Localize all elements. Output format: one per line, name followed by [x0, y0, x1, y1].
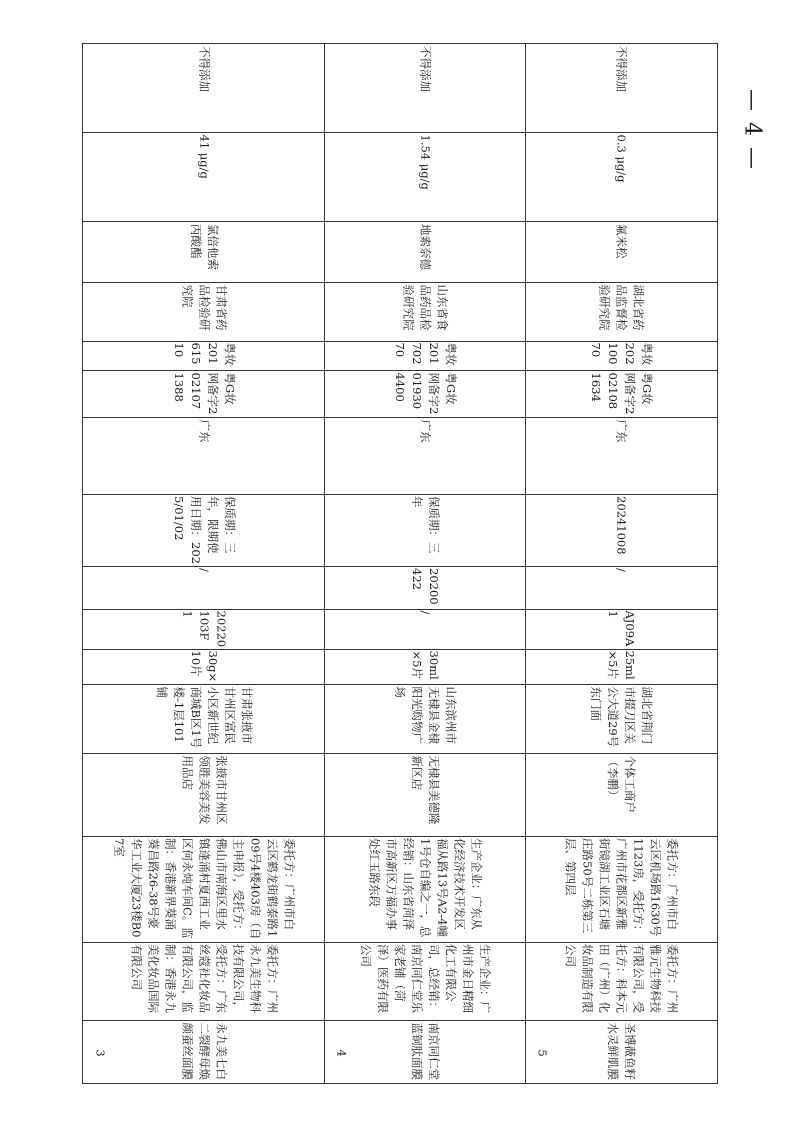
cell-filing-no: 粤G妆网备字2021071388: [171, 372, 237, 414]
cell-seller: 个体工商户（李鹏）: [606, 755, 637, 813]
cell-shelf-life: 保质期：三年，限期使用日期：2025/01/02: [171, 496, 237, 564]
cell-spec: 30g×10片: [188, 650, 220, 682]
cell-no: 4: [334, 1048, 349, 1057]
cell-shelf-life: 保质期：三年: [409, 496, 441, 554]
cell-product: 永九美七白二裂酵母焕颜蚕丝面膜: [180, 1022, 228, 1080]
cell-prod-date: /: [197, 567, 211, 572]
cell-registrant: 委托方：广州雅元生物科技有限公司，受托方：科本元田（广州）化妆品制造有限公司: [563, 944, 680, 1013]
cell-no: 5: [535, 1048, 550, 1057]
cell-spec: 25ml×5片: [606, 650, 637, 680]
cell-address: 委托方：广州市白云区鹤龙街鹤泰路109号4楼403房（自主申报），受托方：佛山市南海区里水镇逢涌村夏西工业区何永炖车间C。监制：香港新界葵涌葵昌路26-38号豪华工业大厦23楼B07室: [112, 838, 296, 940]
cell-content: 41 μg/g: [197, 134, 211, 179]
cell-batch: /: [418, 610, 432, 615]
cell-shelf-life: 20241008: [614, 496, 629, 555]
cell-inspector: 甘肃省药品检验研究院: [180, 284, 228, 330]
cell-seller-address: 湖北省荆门市掇刀区关公大道29号东门面: [589, 686, 654, 747]
page-number: — 4 —: [739, 89, 765, 171]
cell-registrant: 委托方：广州永九美生物科技有限公司，受托方：广东丝蔻社化妆品有限公司，监制：香港永九美化妆品国际有限公司: [129, 944, 279, 1013]
cell-standard: 不得添加: [197, 46, 211, 92]
cell-batch: 20220103F1: [180, 610, 228, 648]
cell-standard: 不得添加: [418, 46, 432, 92]
cell-seller-address: 甘肃张掖市甘州区富民小区新世纪商城B区1号楼-1层101铺: [154, 686, 254, 748]
cell-origin: 广东: [197, 419, 211, 442]
cell-prod-date: 20200422: [409, 567, 441, 605]
cell-content: 0.3 μg/g: [614, 134, 629, 183]
cell-product: 圣博薇鱼籽水灵鲜肌膜: [606, 1022, 637, 1080]
cell-prod-date: /: [614, 567, 629, 572]
cell-filing-no: 粤G妆网备字2021081634: [589, 372, 654, 414]
cell-origin: 广东: [614, 419, 629, 442]
cell-seller: 无棣县美德隆新区店: [409, 755, 441, 824]
cell-seller: 张掖市甘州区领胜美容美发用品店: [180, 755, 228, 824]
cell-address: 生产企业：广东从化经济技术开发区福从路13号A2-4幢1号仓自编之一，总经销：山东省菏泽市高新区万福办事处红玉路东段: [367, 838, 483, 938]
cell-content: 1.54 μg/g: [418, 134, 432, 190]
cell-license: 粤妆20210070: [589, 342, 654, 365]
cell-batch: AJ09A1: [606, 610, 637, 647]
cell-origin: 广东: [418, 419, 432, 442]
cell-product: 南京同仁堂蓝铜肽面膜: [409, 1022, 441, 1080]
cell-spec: 30ml×5片: [409, 650, 441, 680]
cell-no: 3: [93, 1048, 108, 1057]
cell-address: 委托方：广州市白云区机场路1630号1123房，受托方：广州市花都区新雅街镜湖工业区石塘庄路50号二栋第三层、第四层: [563, 838, 680, 937]
cell-substance: 氟米松: [614, 223, 629, 258]
cell-filing-no: 粤G妆网备字2019304400: [392, 372, 458, 414]
results-table: [82, 43, 718, 1084]
cell-seller-address: 山东滨州市无棣县金棣阳光购物广场: [392, 686, 458, 744]
cell-standard: 不得添加: [614, 46, 629, 92]
cell-inspector: 山东省食品药品检验研究院: [401, 284, 449, 330]
cell-inspector: 湖北省药品监督检验研究院: [597, 284, 646, 330]
cell-license: 粤妆20161510: [171, 342, 237, 365]
cell-license: 粤妆20170270: [392, 342, 458, 365]
cell-substance: 地索奈德: [418, 223, 432, 270]
cell-substance: 氯倍他索丙酸酯: [188, 223, 220, 270]
cell-registrant: 生产企业：广州市金日精细化工有限公司，总经销：南京同仁堂乐家老铺（菏泽）医药有限公司: [358, 944, 492, 1013]
